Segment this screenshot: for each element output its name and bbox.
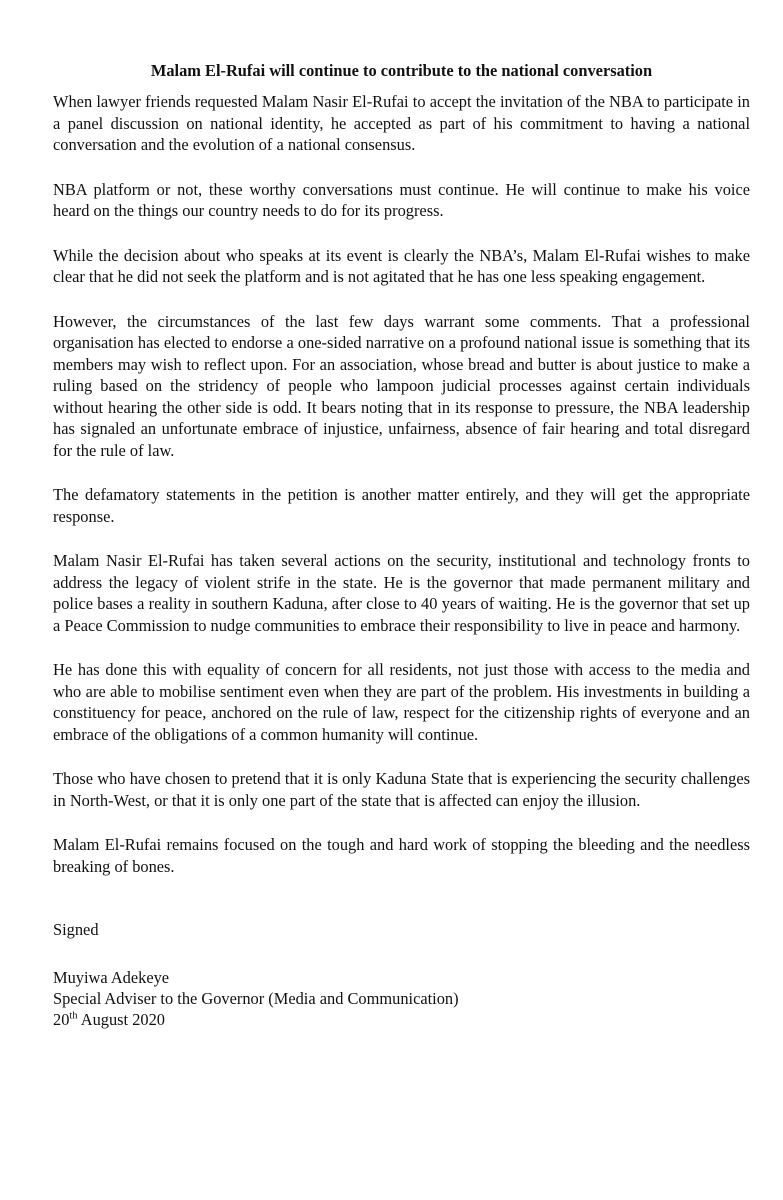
- signatory-position: Special Adviser to the Governor (Media and Communication): [53, 989, 459, 1008]
- paragraph-2: NBA platform or not, these worthy conversations must continue. He will continue to make his voice heard on the things our country needs to do for its progress.: [53, 179, 750, 220]
- signed-label: Signed: [53, 920, 99, 939]
- paragraph-1: When lawyer friends requested Malam Nasir El-Rufai to accept the invitation of the NBA to participate in a panel discussion on national identity, he accepted as part of his commitment to having a national conversation and the evolution of a national consensus.: [53, 92, 750, 154]
- statement-title: Malam El-Rufai will continue to contribute to the national conversation: [150, 61, 653, 80]
- paragraph-6: Malam Nasir El-Rufai has taken several actions on the security, institutional and technology fronts to address the legacy of violent strife in the state. He is the governor that made permanent military and police bases a reality in southern Kaduna, after close to 40 years of waiting. He is the governor that set up a Peace Commission to nudge communities to embrace their responsibility to live in peace and harmony.: [53, 551, 750, 635]
- signature-block: [53, 967, 750, 1030]
- date-month-year: August 2020: [77, 1010, 165, 1029]
- paragraph-3: While the decision about who speaks at its event is clearly the NBA’s, Malam El-Rufai wishes to make clear that he did not seek the platform and is not agitated that he has one less speaking engagement.: [53, 245, 750, 286]
- paragraph-4: However, the circumstances of the last few days warrant some comments. That a professional organisation has elected to endorse a one-sided narrative on a profound national issue is something that its members may wish to reflect upon. For an association, whose bread and butter is about justice to make a ruling based on the stridency of people who lampoon judicial processes against certain individuals without hearing the other side is odd. It bears noting that in its response to pressure, the NBA leadership has signaled an unfortunate embrace of injustice, unfairness, absence of fair hearing and total disregard for the rule of law.: [53, 311, 750, 460]
- statement-date: [53, 1009, 750, 1030]
- date-day: 20: [53, 1010, 70, 1029]
- paragraph-8: Those who have chosen to pretend that it is only Kaduna State that is experiencing the security challenges in North-West, or that it is only one part of the state that is affected can enjoy the illusion.: [53, 769, 750, 810]
- paragraph-5: The defamatory statements in the petition is another matter entirely, and they will get the appropriate response.: [53, 485, 750, 526]
- paragraph-9: Malam El-Rufai remains focused on the tough and hard work of stopping the bleeding and the needless breaking of bones.: [53, 835, 750, 876]
- paragraph-7: He has done this with equality of concern for all residents, not just those with access to the media and who are able to mobilise sentiment even when they are part of the problem. His investments in building a constituency for peace, anchored on the rule of law, respect for the citizenship rights of everyone and an embrace of the obligations of a common humanity will continue.: [53, 660, 750, 744]
- date-ordinal-suffix: th: [69, 1010, 78, 1022]
- signatory-name: Muyiwa Adekeye: [53, 968, 170, 987]
